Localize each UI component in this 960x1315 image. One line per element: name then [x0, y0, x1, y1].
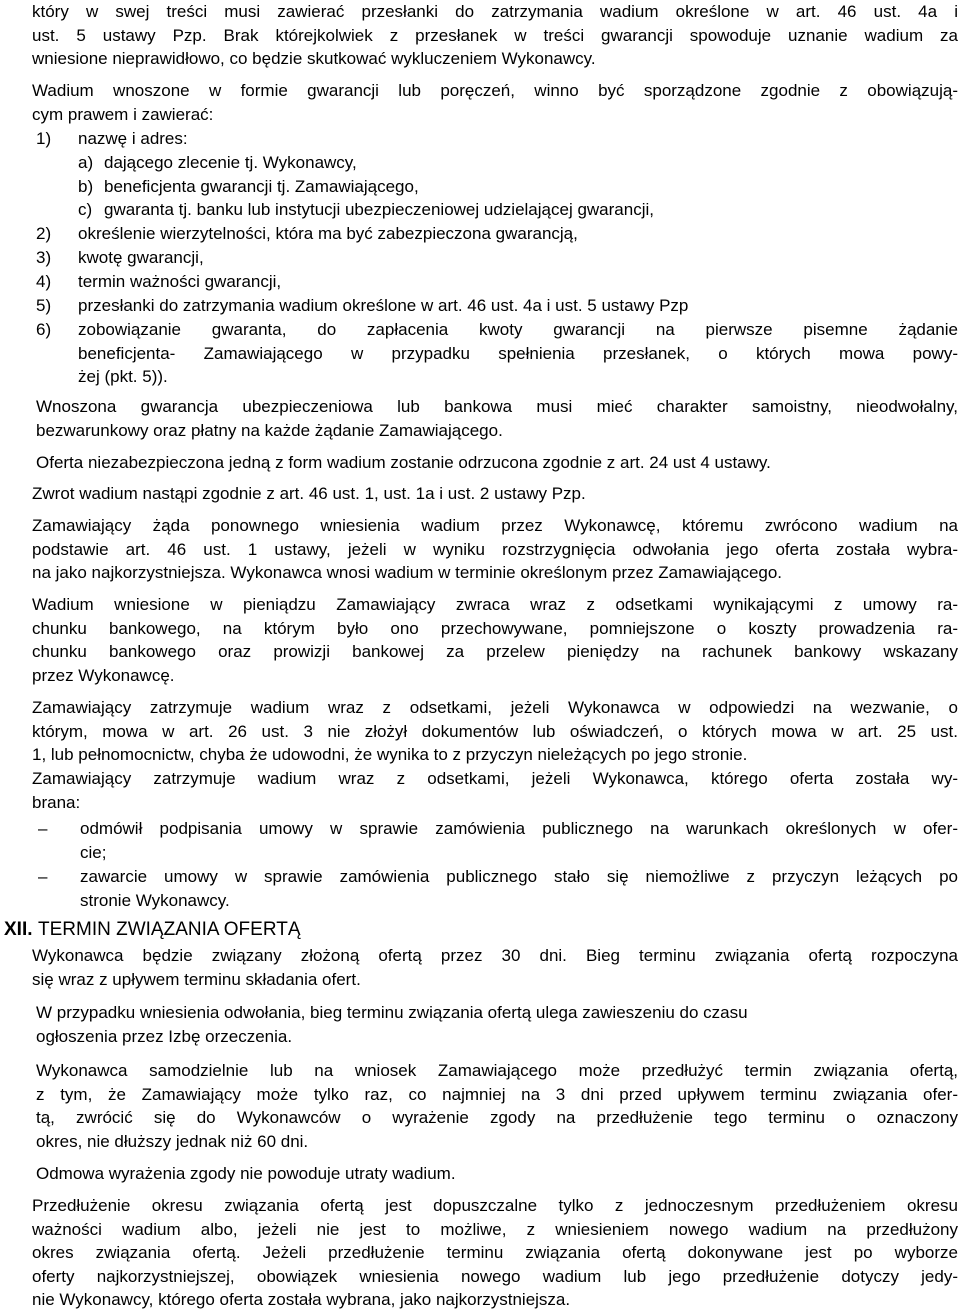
text-line: się wraz z upływem terminu składania ofert. — [32, 969, 361, 989]
list-item — [36, 127, 188, 151]
dash-bullet: – — [38, 867, 48, 886]
text-line: cie; — [80, 842, 107, 862]
text-line: brana: — [32, 792, 81, 812]
list-text: przesłanki do zatrzymania wadium określone w art. 46 ust. 4a i ust. 5 ustawy Pzp — [78, 296, 689, 315]
section-title: TERMIN ZWIĄZANIA OFERTĄ — [38, 919, 301, 940]
paragraph — [32, 696, 958, 767]
paragraph — [36, 451, 958, 475]
list-number: 3) — [36, 248, 52, 267]
text-line: z tym, że Zamawiający może tylko raz, co najmniej na 3 dni przed upływem terminu związania ofer- — [36, 1084, 958, 1104]
text-line: Przedłużenie okresu związania ofertą jest dopuszczalne tylko z jednoczesnym przedłużeniem okresu — [32, 1196, 958, 1215]
text-line: oferty najkorzystniejszej, obowiązek wniesienia nowego wadium lub jego przedłużenie dotyczy jedy- — [32, 1266, 958, 1286]
text-line: żej (pkt. 5)). — [78, 367, 168, 386]
section-number: XII. — [4, 919, 33, 940]
text-line: beneficjenta- Zamawiającego w przypadku spełnienia przesłanek, o których mowa powy- — [78, 343, 958, 363]
paragraph — [32, 482, 958, 506]
text-line: ogłoszenia przez Izbę orzeczenia. — [36, 1026, 293, 1046]
text-line: na jako najkorzystniejsza. Wykonawca wnosi wadium w terminie określonym przez Zamawiającego. — [32, 563, 783, 582]
text-line: zawarcie umowy w sprawie zamówienia publicznego stało się niemożliwe z przyczyn leżących po — [80, 867, 958, 886]
text-line: okres związania ofertą. Jeżeli przedłużenie terminu związania ofertą dokonywane jest po wyborze — [32, 1243, 958, 1262]
text-line: Odmowa wyrażenia zgody nie powoduje utraty wadium. — [36, 1164, 456, 1183]
list-number: c) — [78, 200, 93, 219]
list-item — [36, 270, 282, 294]
text-line: stronie Wykonawcy. — [80, 890, 230, 910]
list-text: beneficjenta gwarancji tj. Zamawiającego, — [104, 177, 419, 196]
paragraph — [32, 593, 958, 687]
list-text: nazwę i adres: — [78, 129, 188, 148]
list-text: gwaranta tj. banku lub instytucji ubezpieczeniowej udzielającej gwarancji, — [104, 200, 654, 219]
text-line: który w swej treści musi zawierać przesłanki do zatrzymania wadium określone w art. 46 ust. 4a i — [32, 2, 958, 21]
list-text: kwotę gwarancji, — [78, 248, 204, 267]
guarantee-intro — [32, 79, 958, 126]
text-line: Wykonawca będzie związany złożoną ofertą przez 30 dni. Bieg terminu związania ofertą rozpoczyna — [32, 946, 958, 965]
text-line: Zamawiający żąda ponownego wniesienia wadium przez Wykonawcę, któremu zwrócono wadium na — [32, 516, 958, 535]
list-text: dającego zlecenie tj. Wykonawcy, — [104, 153, 357, 172]
text-line: bezwarunkowy oraz płatny na każde żądanie Zamawiającego. — [36, 420, 503, 440]
list-number: 6) — [36, 320, 52, 339]
list-text: termin ważności gwarancji, — [78, 272, 282, 291]
intro-paragraph — [32, 0, 958, 71]
text-line: chunku bankowego, na którym było ono przechowywane, pomniejszone o koszty prowadzenia ra- — [32, 618, 958, 638]
text-line: tą, zwrócić się do Wykonawców o wyrażenie zgody na przedłużenie tego terminu o oznaczony — [36, 1108, 958, 1127]
section-heading — [4, 918, 301, 942]
list-number: 2) — [36, 224, 52, 243]
text-line: Wykonawca samodzielnie lub na wniosek Zamawiającego może przedłużyć termin związania ofertą, — [36, 1061, 958, 1080]
list-text: określenie wierzytelności, która ma być zabezpieczona gwarancją, — [78, 224, 578, 243]
text-line: 1, lub pełnomocnictw, chyba że udowodni, że wynika to z przyczyn nieleżących po jego stronie. — [32, 745, 748, 764]
text-line: ust. 5 ustawy Pzp. Brak którejkolwiek z przesłanek w treści gwarancji spowoduje uznanie wadium za — [32, 25, 958, 45]
list-item — [36, 246, 204, 270]
text-line: Wnoszona gwarancja ubezpieczeniowa lub bankowa musi mieć charakter samoistny, nieodwołalny, — [36, 397, 958, 416]
text-line: zobowiązanie gwaranta, do zapłacenia kwoty gwarancji na pierwsze pisemne żądanie — [78, 320, 958, 339]
paragraph — [36, 1001, 958, 1048]
text-line: W przypadku wniesienia odwołania, bieg terminu związania ofertą ulega zawieszeniu do czasu — [36, 1003, 748, 1022]
text-line: Wadium wnoszone w formie gwarancji lub poręczeń, winno być sporządzone zgodnie z obowiązują- — [32, 81, 958, 100]
text-line: podstawie art. 46 ust. 1 ustawy, jeżeli w wyniku rozstrzygnięcia odwołania jego oferta została wybra- — [32, 539, 958, 559]
sub-list-item — [78, 151, 357, 175]
list-number: 5) — [36, 296, 52, 315]
list-number: 1) — [36, 129, 52, 148]
text-line: Wadium wniesione w pieniądzu Zamawiający zwraca wraz z odsetkami wynikającymi z umowy ra- — [32, 595, 958, 614]
list-number: 4) — [36, 272, 52, 291]
list-item — [36, 222, 578, 246]
list-item — [36, 294, 689, 318]
text-line: okres, nie dłuższy jednak niż 60 dni. — [36, 1131, 309, 1151]
text-line: Oferta niezabezpieczona jedną z form wadium zostanie odrzucona zgodnie z art. 24 ust 4 ustawy. — [36, 453, 771, 472]
paragraph — [36, 1162, 958, 1186]
text-line: Zwrot wadium nastąpi zgodnie z art. 46 ust. 1, ust. 1a i ust. 2 ustawy Pzp. — [32, 484, 586, 503]
text-line: przez Wykonawcę. — [32, 665, 175, 685]
text-line: wniesione nieprawidłowo, co będzie skutkować wykluczeniem Wykonawcy. — [32, 49, 596, 68]
list-number: a) — [78, 153, 94, 172]
list-number: b) — [78, 177, 94, 196]
dash-bullet: – — [38, 819, 48, 838]
text-line: nie Wykonawcy, którego oferta została wybrana, jako najkorzystniejsza. — [32, 1290, 571, 1309]
paragraph — [32, 767, 958, 814]
text-line: cym prawem i zawierać: — [32, 104, 214, 124]
sub-list-item — [78, 175, 419, 199]
paragraph — [32, 944, 958, 991]
paragraph — [32, 514, 958, 585]
text-line: Zamawiający zatrzymuje wadium wraz z odsetkami, jeżeli Wykonawca w odpowiedzi na wezwanie, o — [32, 698, 958, 717]
text-line: Zamawiający zatrzymuje wadium wraz z odsetkami, jeżeli Wykonawca, którego oferta została wy- — [32, 769, 958, 788]
sub-list-item — [78, 198, 654, 222]
text-line: ważności wadium albo, jeżeli nie jest to możliwe, z wniesieniem nowego wadium na przedłużony — [32, 1219, 958, 1239]
text-line: chunku bankowego oraz prowizji bankowej za przelew pieniędzy na rachunek bankowy wskazany — [32, 642, 958, 661]
paragraph — [32, 1194, 958, 1312]
paragraph — [36, 395, 958, 442]
text-line: odmówił podpisania umowy w sprawie zamówienia publicznego na warunkach określonych w ofer- — [80, 819, 958, 838]
paragraph — [36, 1059, 958, 1153]
text-line: którym, mowa w art. 26 ust. 3 nie złożył dokumentów lub oświadczeń, o których mowa w art. 25 ust. — [32, 721, 958, 741]
